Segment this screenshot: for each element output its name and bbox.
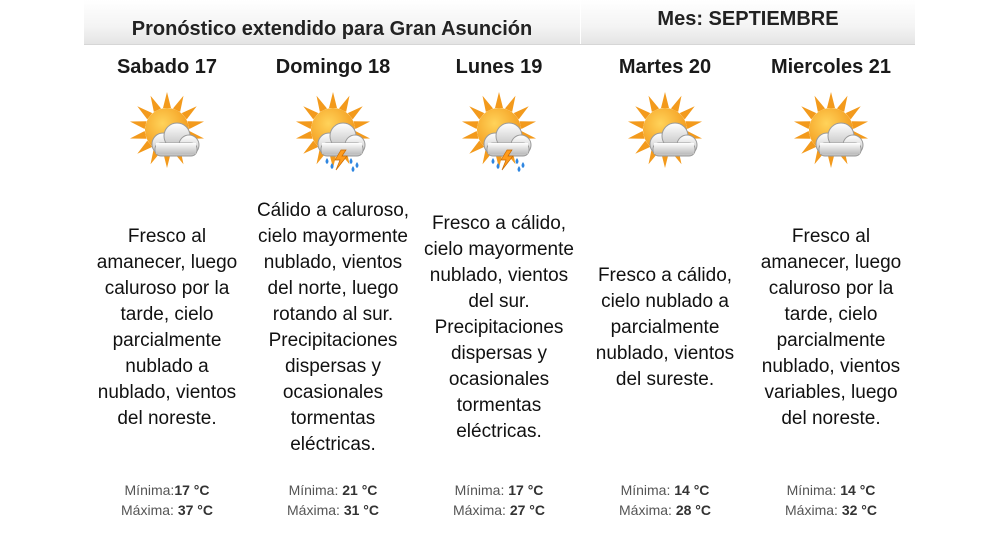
day-card	[250, 56, 416, 526]
day-name: Martes 20	[618, 56, 712, 78]
max-temp-label: Máxima:	[121, 502, 174, 518]
min-temp-label: Mínima:	[620, 482, 671, 498]
day-description: Fresco a cálido, cielo nublado a parcialmente nublado, vientos del sureste.	[595, 265, 735, 390]
min-temp-label: Mínima:	[454, 482, 505, 498]
day-temperatures	[748, 480, 914, 520]
forecast-title: Pronóstico extendido para Gran Asunción	[131, 18, 533, 40]
day-description: Cálido a caluroso, cielo mayormente nublado, vientos del norte, luego rotando al sur. Precipitaciones dispersas y ocasionales tormentas eléctricas.	[256, 200, 410, 455]
max-temp-value: 37 °C	[177, 502, 213, 518]
day-temperatures	[416, 480, 582, 520]
day-name: Lunes 19	[455, 56, 543, 78]
sun-cloud-icon	[623, 88, 707, 172]
max-temp-label: Máxima:	[453, 502, 506, 518]
max-temp-label: Máxima:	[287, 502, 340, 518]
max-temp-label: Máxima:	[785, 502, 838, 518]
day-name: Miercoles 21	[770, 56, 892, 78]
min-temp-value: 14 °C	[840, 482, 876, 498]
day-description: Fresco al amanecer, luego caluroso por la tarde, cielo parcialmente nublado a nublado, vientos del noreste.	[96, 226, 238, 429]
day-temperatures	[582, 480, 748, 520]
day-name: Domingo 18	[275, 56, 391, 78]
forecast-header-bar	[84, 0, 915, 45]
day-temperatures	[250, 480, 416, 520]
day-temperatures	[84, 480, 250, 520]
max-temp-value: 27 °C	[509, 502, 545, 518]
max-temp-label: Máxima:	[619, 502, 672, 518]
min-temp-label: Mínima:	[124, 482, 175, 498]
max-temp-value: 31 °C	[343, 502, 379, 518]
max-temp-value: 28 °C	[675, 502, 711, 518]
day-name: Sabado 17	[116, 56, 218, 78]
min-temp-value: 17 °C	[174, 482, 210, 498]
forecast-days	[84, 56, 915, 526]
sun-cloud-storm-icon	[291, 88, 375, 172]
day-card	[748, 56, 914, 526]
min-temp-label: Mínima:	[288, 482, 339, 498]
day-card	[582, 56, 748, 526]
day-description: Fresco a cálido, cielo mayormente nublado, vientos del sur. Precipitaciones dispersas y ocasionales tormentas eléctricas.	[424, 213, 574, 442]
month-label: Mes: SEPTIEMBRE	[657, 8, 839, 30]
sun-cloud-storm-icon	[457, 88, 541, 172]
day-description: Fresco al amanecer, luego caluroso por la tarde, cielo parcialmente nublado, vientos variables, luego del noreste.	[760, 226, 902, 429]
min-temp-value: 14 °C	[674, 482, 710, 498]
max-temp-value: 32 °C	[841, 502, 877, 518]
min-temp-value: 17 °C	[508, 482, 544, 498]
min-temp-label: Mínima:	[786, 482, 837, 498]
sun-cloud-icon	[789, 88, 873, 172]
day-card	[84, 56, 250, 526]
min-temp-value: 21 °C	[342, 482, 378, 498]
day-card	[416, 56, 582, 526]
sun-cloud-icon	[125, 88, 209, 172]
